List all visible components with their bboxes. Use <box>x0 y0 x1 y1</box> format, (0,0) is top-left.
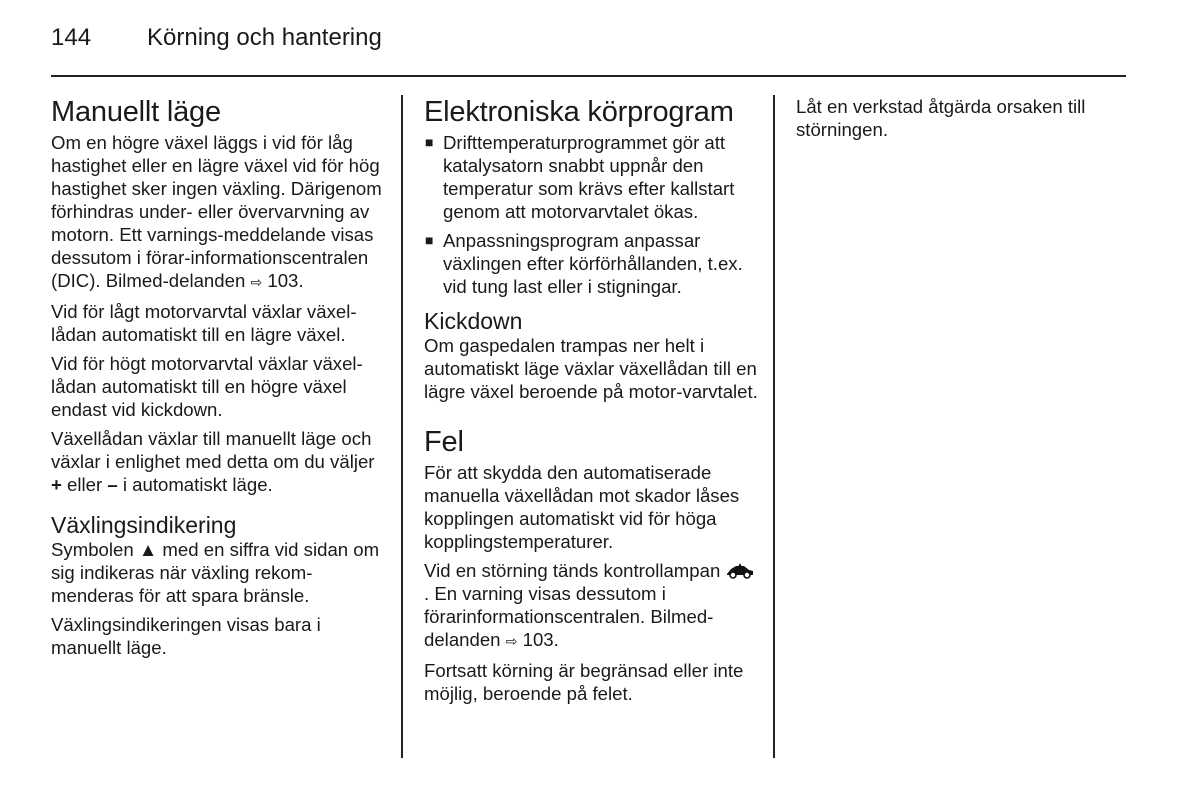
paragraph-text: Växellådan växlar till manuellt läge och växlar i enlighet med detta om du väljer <box>51 428 375 472</box>
paragraph-text: . En varning visas dessutom i förarinformationscentralen. Bilmed-delanden <box>424 583 714 650</box>
paragraph: För att skydda den automatiserade manuella växellådan mot skador låses kopplingen automatiskt vid för höga kopplingstemperaturer. <box>424 462 740 552</box>
column-3 <box>796 95 1126 147</box>
page-reference: 103. <box>267 270 304 291</box>
section-heading-manuellt-lage: Manuellt läge <box>51 96 221 128</box>
list-item-text: Anpassningsprogram anpassar växlingen efter körförhållanden, t.ex. vid tung last eller i stigningar. <box>443 230 743 297</box>
paragraph-text: med en siffra vid sidan om sig indikeras när växling rekom-menderas för att spara bränsle. <box>51 539 380 606</box>
square-bullet-icon: ■ <box>425 134 434 150</box>
paragraph-text: Vid en störning tänds kontrollampan <box>424 560 721 581</box>
section-heading-elektroniska-korprogram: Elektroniska körprogram <box>424 96 734 128</box>
header-divider <box>51 75 1126 77</box>
bullet-list <box>424 131 759 298</box>
paragraph <box>424 559 759 653</box>
paragraph <box>51 538 383 607</box>
page-reference: 103. <box>522 629 559 650</box>
page-reference-arrow-icon: ⇨ <box>505 633 518 649</box>
page-header <box>51 24 382 60</box>
page-number: 144 <box>51 24 92 51</box>
paragraph <box>51 131 383 294</box>
plus-symbol: + <box>51 474 62 495</box>
paragraph-text: Om en högre växel läggs i vid för låg hastighet eller en lägre växel vid för hög hastighet sker ingen växling. Därigenom förhindras under- eller övervarvning av motorn. Ett varnings-meddelande visas dessutom i förar-informationscentralen (DIC). Bilmed-delanden <box>51 132 382 291</box>
column-divider-2 <box>773 95 775 758</box>
paragraph: Låt en verkstad åtgärda orsaken till störningen. <box>796 96 1086 140</box>
paragraph: Vid för lågt motorvarvtal växlar växel-lådan automatiskt till en lägre växel. <box>51 301 357 345</box>
column-2 <box>424 95 759 711</box>
list-item-text: Drifttemperaturprogrammet gör att katalysatorn snabbt uppnår den temperatur som krävs efter kallstart genom att motorvarvtalet ökas. <box>443 132 735 222</box>
sub-heading-kickdown: Kickdown <box>424 308 523 334</box>
paragraph: Växlingsindikeringen visas bara i manuellt läge. <box>51 614 321 658</box>
list-item <box>424 131 759 223</box>
paragraph <box>51 427 383 496</box>
square-bullet-icon: ■ <box>425 232 434 248</box>
upshift-triangle-icon: ▲ <box>138 539 158 560</box>
page-reference-arrow-icon: ⇨ <box>250 274 263 290</box>
column-1 <box>51 95 383 665</box>
chapter-title: Körning och hantering <box>147 24 382 51</box>
paragraph: Fortsatt körning är begränsad eller inte möjlig, beroende på felet. <box>424 660 744 704</box>
minus-symbol: – <box>107 474 118 495</box>
paragraph: Om gaspedalen trampas ner helt i automatiskt läge växlar växellådan till en lägre växel beroende på motor-varvtalet. <box>424 335 758 402</box>
paragraph: Vid för högt motorvarvtal växlar växel-lådan automatiskt till en högre växel endast vid kickdown. <box>51 353 363 420</box>
sub-heading-vaxlingsindikering: Växlingsindikering <box>51 512 237 538</box>
gearbox-fault-warning-icon <box>725 562 755 580</box>
paragraph-text: i automatiskt läge. <box>117 474 273 495</box>
column-divider-1 <box>401 95 403 758</box>
section-heading-fel: Fel <box>424 426 464 458</box>
paragraph-text: Symbolen <box>51 539 139 560</box>
list-item <box>424 229 759 298</box>
paragraph-text: eller <box>61 474 108 495</box>
